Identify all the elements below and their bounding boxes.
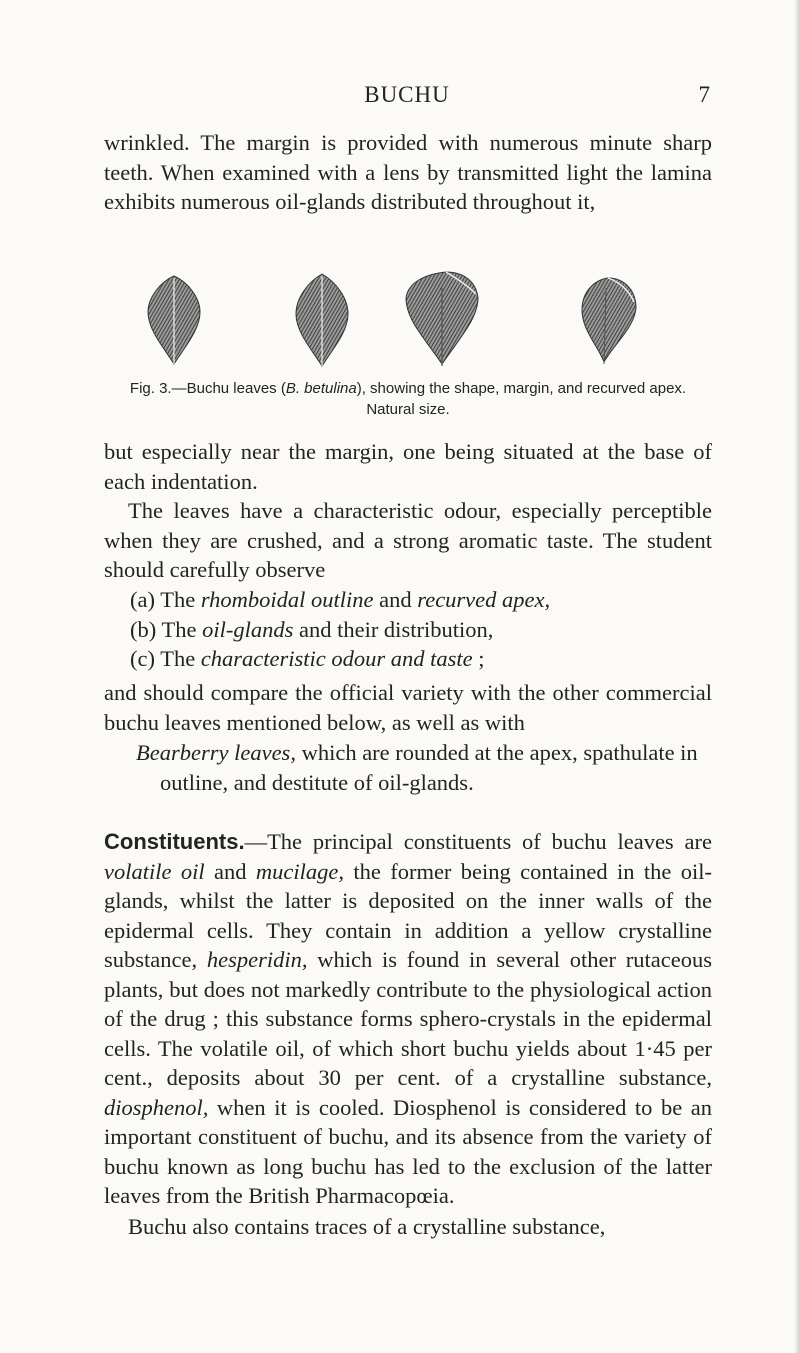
bearberry-text: which are rounded at the apex, spathulate in outline, and destitute of oil-glands.: [160, 740, 698, 795]
leaf-1: [148, 276, 200, 364]
constituents-heading: Constituents.: [104, 829, 245, 854]
list-text: and their distribution,: [293, 616, 494, 642]
constituents-text: —The principal constituents of buchu leaves are: [244, 829, 712, 854]
list-text: The: [160, 587, 201, 612]
list-item: [130, 644, 710, 674]
paragraph-intro: wrinkled. The margin is provided with numerous minute sharp teeth. When examined with a lens by transmitted light the lamina exhibits numerous oil-glands distributed throughout it,: [104, 130, 712, 214]
leaf-3: [406, 272, 478, 366]
running-header: [104, 82, 710, 116]
list-item: [130, 585, 710, 615]
paragraph-final: Buchu also contains traces of a crystalline substance,: [128, 1214, 606, 1239]
list-text: The: [161, 616, 203, 642]
list-emphasis: oil-glands: [202, 616, 294, 642]
page-edge-shadow: [794, 0, 800, 1353]
list-text: ;: [472, 646, 485, 671]
list-marker: (c): [130, 646, 155, 671]
constituents-section: [104, 827, 712, 1211]
list-emphasis: rhomboidal outline: [200, 587, 374, 612]
constituents-text: which is found in several other rutaceous plants, but does not markedly contribute to the physiological action of the drug ; this substance forms sphero-crystals in the epidermal cells. The volatile oil, of which short buchu yields about 1·45 per cent., deposits about 30 per cent. of a crystalline substance,: [104, 947, 712, 1090]
list-emphasis: characteristic odour and taste: [200, 646, 473, 671]
caption-species: B. betulina: [285, 380, 357, 397]
list-text: The: [160, 646, 201, 671]
constituents-text: and: [204, 858, 256, 884]
leaf-4: [582, 278, 636, 364]
leaf-figure: [130, 268, 680, 368]
caption-prefix: Fig. 3.—Buchu leaves (: [129, 380, 286, 397]
constituents-term: diosphenol,: [104, 1094, 209, 1120]
header-title: BUCHU: [364, 82, 450, 107]
paragraph-odour: The leaves have a characteristic odour, especially perceptible when they are crushed, and a strong aromatic taste. The student should carefully observe: [104, 498, 712, 582]
bearberry-term: Bearberry leaves,: [136, 740, 296, 765]
list-marker: (a): [130, 587, 155, 612]
list-emphasis: recurved apex: [417, 587, 545, 612]
constituents-text: when it is cooled. Diosphenol is considered to be an important constituent of buchu, and its absence from the variety of buchu known as long buchu has led to the exclusion of the latter leaves from the British Pharmacopœia.: [104, 1094, 712, 1208]
constituents-term: volatile oil: [104, 858, 205, 884]
constituents-text: the former being contained in the oil-glands, whilst the latter is deposited on the inner walls of the epidermal cells. They contain in addition a yellow crystalline substance,: [104, 858, 712, 972]
list-text: and: [373, 587, 418, 612]
page-number: 7: [698, 82, 710, 107]
list-text: ,: [544, 587, 551, 612]
bearberry-note: [136, 738, 736, 797]
constituents-term: mucilage,: [255, 858, 344, 884]
paragraph-margin: but especially near the margin, one being situated at the base of each indentation.: [104, 439, 712, 494]
observation-list: [130, 585, 710, 674]
caption-suffix: ), showing the shape, margin, and recurved apex. Natural size.: [356, 380, 687, 418]
list-marker: (b): [130, 616, 157, 642]
buchu-leaves-illustration: [130, 268, 680, 368]
paragraph-compare: and should compare the official variety with the other commercial buchu leaves mentioned below, as well as with: [104, 680, 712, 735]
constituents-term: hesperidin,: [206, 947, 308, 972]
list-item: [130, 615, 710, 645]
leaf-2: [296, 274, 348, 366]
figure-caption: [104, 378, 712, 420]
